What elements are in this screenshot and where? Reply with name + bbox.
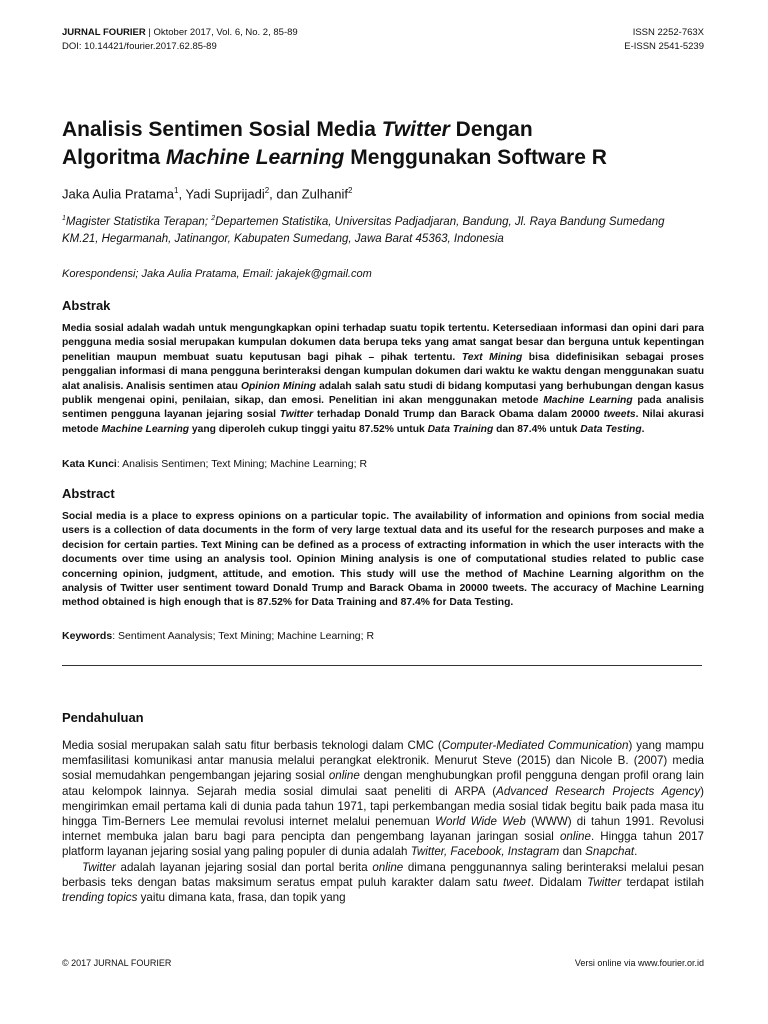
intro-body (62, 738, 704, 905)
section-divider (62, 665, 702, 666)
author-sup: 1 (174, 186, 179, 195)
title-part: Algoritma (62, 146, 166, 169)
abstrak-italic: Twitter (279, 409, 314, 421)
affiliation (62, 210, 682, 248)
keywords (62, 630, 374, 642)
footer-copyright: © 2017 JURNAL FOURIER (62, 958, 172, 968)
title-part-italic: Machine Learning (165, 146, 345, 169)
header-issn: ISSN 2252-763X (632, 27, 704, 38)
abstrak-text: yang diperoleh cukup tinggi yaitu 87.52% untuk (189, 423, 428, 435)
abstrak-italic: Opinion Mining (240, 380, 317, 392)
title-part: Dengan (449, 118, 533, 141)
abstrak-text: . (641, 423, 645, 435)
header-eissn: E-ISSN 2541-5239 (624, 41, 704, 52)
intro-text: terdapat istilah (621, 875, 704, 889)
kata-kunci (62, 458, 367, 470)
intro-italic: Computer-Mediated Communication (441, 739, 629, 752)
intro-italic: Advanced Research Projects Agency (496, 784, 701, 798)
abstrak-text: . Nilai akurasi metode (62, 409, 704, 435)
abstrak-italic: Data Training (427, 423, 494, 435)
kata-kunci-label: Kata Kunci (62, 458, 117, 470)
intro-text: . (634, 845, 638, 859)
abstrak-text: terhadap Donald Trump dan Barack Obama dalam 20000 (313, 409, 604, 421)
abstrak-body (62, 322, 704, 437)
author-sup: 2 (347, 186, 353, 195)
header-doi: DOI: 10.14421/fourier.2017.62.85-89 (62, 41, 217, 52)
intro-text: . Didalam (530, 875, 588, 889)
intro-italic: World Wide Web (435, 815, 526, 829)
intro-text: dan (559, 845, 586, 859)
abstrak-italic: tweets (603, 409, 636, 421)
intro-italic: online (559, 830, 591, 844)
intro-italic: Twitter (587, 875, 622, 889)
abstrak-italic: Machine Learning (543, 395, 633, 407)
abstract-heading: Abstract (62, 486, 115, 501)
affil-sup: 1 (62, 215, 66, 222)
intro-italic: Twitter (82, 860, 116, 874)
paper-title (62, 116, 704, 172)
abstract-body: Social media is a place to express opinions on a particular topic. The availability of information and opinions from social media users is a collection of data documents in the form of very large textual data and its useful for the research purposes and make a decision for certain parties. Text Mining can be defined as a process of extracting information in which the user interacts with the documents over time using an analysis tool. Opinion Mining analysis is one of computational studies related to public case concerning opinion, judgment, attitude, and emotion. This study will use the method of Machine Learning algorithm on the analysis of Twitter user sentiment toward Donald Trump and Barack Obama in 20000 tweets. The accuracy of Machine Learning method obtained is high enough that is 87.52% for Data Training and 87.4% for Data Testing. (62, 511, 704, 609)
keywords-label: Keywords (62, 630, 113, 642)
affil-text: Departemen Statistika, Universitas Padjadjaran, Bandung, Jl. Raya Bandung Sumedang KM.21, Hegarmanah, Jatinangor, Kabupaten Sumedang, Jawa Barat 45363, Indonesia (62, 215, 665, 245)
author-list (62, 186, 352, 201)
intro-italic: online (328, 769, 360, 783)
abstrak-text: bisa didefinisikan sebagai proses penggalian informasi di mana pengguna berinteraksi dengan kumpulan dokumen dari waktu ke waktu dengan menggunakan suatu alat analisis. Analisis sentimen atau (62, 351, 704, 392)
abstrak-italic: Text Mining (461, 351, 523, 363)
intro-text: (WWW) di tahun 1991. Revolusi internet membuka jalan baru bagi para pencipta dan pengembang layanan jaringan sosial (62, 815, 704, 844)
intro-text: Media sosial merupakan salah satu fitur berbasis teknologi dalam CMC ( (62, 739, 442, 752)
affil-sup: 2 (211, 215, 216, 222)
intro-italic: Snapchat (585, 845, 635, 859)
abstrak-italic: Data Testing (580, 423, 642, 435)
intro-text: dimana penggunannya saling berinteraksi melalui pesan berbasis teks dengan batas maksimum seratus empat puluh karakter dalam satu (62, 860, 704, 889)
intro-text: ) yang mampu memfasilitasi komunikasi antar manusia melalui perangkat elektronik. Menurut Steve (2015) dan Nicole B. (2007) media sosial memudahkan pengembangan jejaring sosial (62, 739, 705, 783)
keywords-text: : Sentiment Aanalysis; Text Mining; Machine Learning; R (112, 630, 375, 642)
title-part: Menggunakan Software R (344, 146, 607, 169)
footer-online-link[interactable]: Versi online via www.fourier.or.id (574, 958, 704, 968)
title-part: Analisis Sentimen Sosial Media (62, 118, 382, 141)
intro-text: . Hingga tahun 2017 platform layanan jejaring sosial yang paling populer di dunia adalah (62, 830, 705, 859)
author-name: , Yadi Suprijadi (178, 186, 265, 202)
intro-text: adalah layanan jejaring sosial dan portal berita (115, 860, 373, 874)
author-name: , dan Zulhanif (269, 186, 348, 202)
intro-text: ) mengirimkan email pertama kali di dunia pada tahun 1971, tapi perkembangan media sosial tidak begitu baik pada masa itu hingga Tim-Berners Lee memulai revolusi internet melalui penemuan (62, 784, 704, 829)
abstrak-text: dan 87.4% untuk (493, 423, 581, 435)
abstrak-text: Media sosial adalah wadah untuk mengungkapkan opini terhadap suatu topik tertentu. Ketersediaan informasi dan opini dari para pengguna media sosial merupakan kumpulan dokumen data berupa teks yang amat sangat besar dan berguna untuk kepentingan penelitian maupun membuat suatu keputusan bagi pihak – pihak tertentu. (62, 323, 704, 363)
affil-text: Magister Statistika Terapan; (65, 215, 212, 228)
author-name: Jaka Aulia Pratama (62, 186, 175, 202)
author-sup: 2 (264, 186, 270, 195)
intro-text: yaitu dimana kata, frasa, dan topik yang (137, 891, 346, 905)
abstrak-text: adalah salah satu studi di bidang komputasi yang berhubungan dengan kasus publik mengenai opini, penilaian, sikap, dan emosi. Penelitian ini akan menggunakan metode (62, 380, 704, 407)
abstrak-text: pada analisis sentimen pengguna layanan jejaring sosial (62, 395, 704, 421)
intro-italic: tweet (503, 875, 531, 889)
abstrak-italic: Machine Learning (101, 423, 190, 435)
correspondence: Korespondensi; Jaka Aulia Pratama, Email: jakajek@gmail.com (62, 268, 372, 280)
journal-issue: | Oktober 2017, Vol. 6, No. 2, 85-89 (145, 27, 298, 38)
intro-italic: trending topics (62, 891, 138, 905)
intro-paragraph-1 (62, 738, 704, 860)
header-journal-line (62, 26, 298, 40)
journal-name: JURNAL FOURIER (62, 27, 146, 38)
intro-paragraph-2 (62, 860, 704, 906)
intro-italic: Twitter, Facebook, Instagram (410, 845, 560, 859)
title-part-italic: Twitter (381, 118, 450, 141)
intro-text: dengan menghubungkan profil pengguna dengan profil orang lain atau kelompok lainnya. Sejarah media sosial dimulai saat peneliti di ARPA ( (62, 769, 704, 798)
pendahuluan-heading: Pendahuluan (62, 710, 144, 725)
intro-italic: online (372, 860, 404, 874)
kata-kunci-text: : Analisis Sentimen; Text Mining; Machine Learning; R (116, 458, 368, 470)
abstrak-heading: Abstrak (62, 298, 111, 313)
